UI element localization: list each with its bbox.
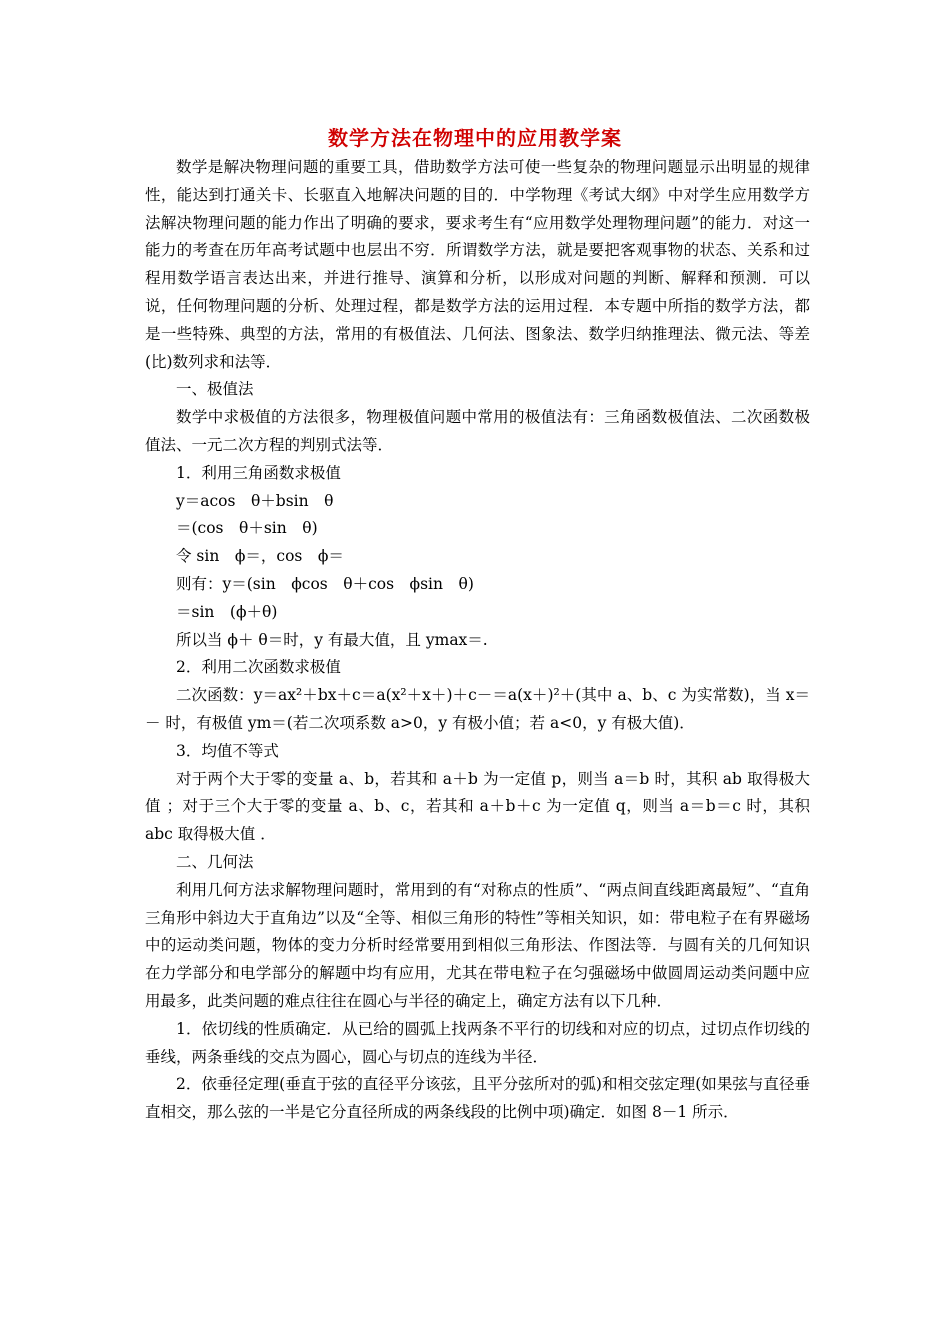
- formula-line: y＝acos θ＋bsin θ: [176, 491, 334, 510]
- paragraph-chord: 2．依垂径定理(垂直于弦的直径平分该弦，且平分弦所对的弧)和相交弦定理(如果弦与直径垂直相交，那么弦的一半是它分直径所成的两条线段的比例中项)确定．如图 8－1 所示．: [145, 1075, 810, 1122]
- formula-line: 所以当 ϕ＋ θ＝时，y 有最大值，且 ymax＝.: [176, 630, 488, 649]
- paragraph-quadratic: 二次函数：y＝ax²＋bx＋c＝a(x²＋x＋)＋c－＝a(x＋)²＋(其中 a、b、c 为实常数)，当 x＝－ 时，有极值 ym＝(若二次项系数 a>0，y 有极小值；若 a<0，y 有极大值)．: [145, 686, 810, 732]
- subheading-inequality: 3．均值不等式: [176, 741, 279, 760]
- document-body: [145, 154, 810, 1127]
- section-heading-extremum: 一、极值法: [176, 380, 254, 399]
- subheading-quadratic: 2．利用二次函数求极值: [176, 658, 341, 677]
- formula-line: ＝(cos θ＋sin θ): [176, 519, 318, 538]
- formula-line: 令 sin ϕ＝，cos ϕ＝: [176, 547, 344, 566]
- formula-line: 则有：y＝(sin ϕcos θ＋cos ϕsin θ): [176, 574, 474, 593]
- paragraph-inequality: 对于两个大于零的变量 a、b，若其和 a＋b 为一定值 p，则当 a＝b 时，其积 ab 取得极大值 ；对于三个大于零的变量 a、b、c，若其和 a＋b＋c 为一定值 q，则当 a＝b＝c 时，其积 abc 取得极大值 ．: [145, 769, 810, 844]
- section-heading-geometry: 二、几何法: [176, 852, 254, 871]
- paragraph-extremum-intro: 数学中求极值的方法很多，物理极值问题中常用的极值法有：三角函数极值法、二次函数极值法、一元二次方程的判别式法等．: [145, 408, 810, 454]
- intro-paragraph: 数学是解决物理问题的重要工具，借助数学方法可使一些复杂的物理问题显示出明显的规律性，能达到打通关卡、长驱直入地解决问题的目的．中学物理《考试大纲》中对学生应用数学方法解决物理问题的能力作出了明确的要求，要求考生有“应用数学处理物理问题”的能力．对这一能力的考查在历年高考试题中也层出不穷．所谓数学方法，就是要把客观事物的状态、关系和过程用数学语言表达出来，并进行推导、演算和分析，以形成对问题的判断、解释和预测．可以说，任何物理问题的分析、处理过程，都是数学方法的运用过程．本专题中所指的数学方法，都是一些特殊、典型的方法，常用的有极值法、几何法、图象法、数学归纳推理法、微元法、等差(比)数列求和法等．: [145, 158, 810, 371]
- document-title: 数学方法在物理中的应用教学案: [328, 126, 622, 150]
- paragraph-tangent: 1．依切线的性质确定．从已给的圆弧上找两条不平行的切线和对应的切点，过切点作切线的垂线，两条垂线的交点为圆心，圆心与切点的连线为半径．: [145, 1019, 810, 1066]
- formula-line: ＝sin (ϕ＋θ): [176, 602, 278, 621]
- paragraph-geometry: 利用几何方法求解物理问题时，常用到的有“对称点的性质”、“两点间直线距离最短”、“直角三角形中斜边大于直角边”以及“全等、相似三角形的特性”等相关知识，如：带电粒子在有界磁场中的运动类问题，物体的变力分析时经常要用到相似三角形法、作图法等．与圆有关的几何知识在力学部分和电学部分的解题中均有应用，尤其在带电粒子在匀强磁场中做圆周运动类问题中应用最多，此类问题的难点往往在圆心与半径的确定上，确定方法有以下几种．: [145, 880, 810, 1010]
- subheading-trig: 1．利用三角函数求极值: [176, 463, 341, 482]
